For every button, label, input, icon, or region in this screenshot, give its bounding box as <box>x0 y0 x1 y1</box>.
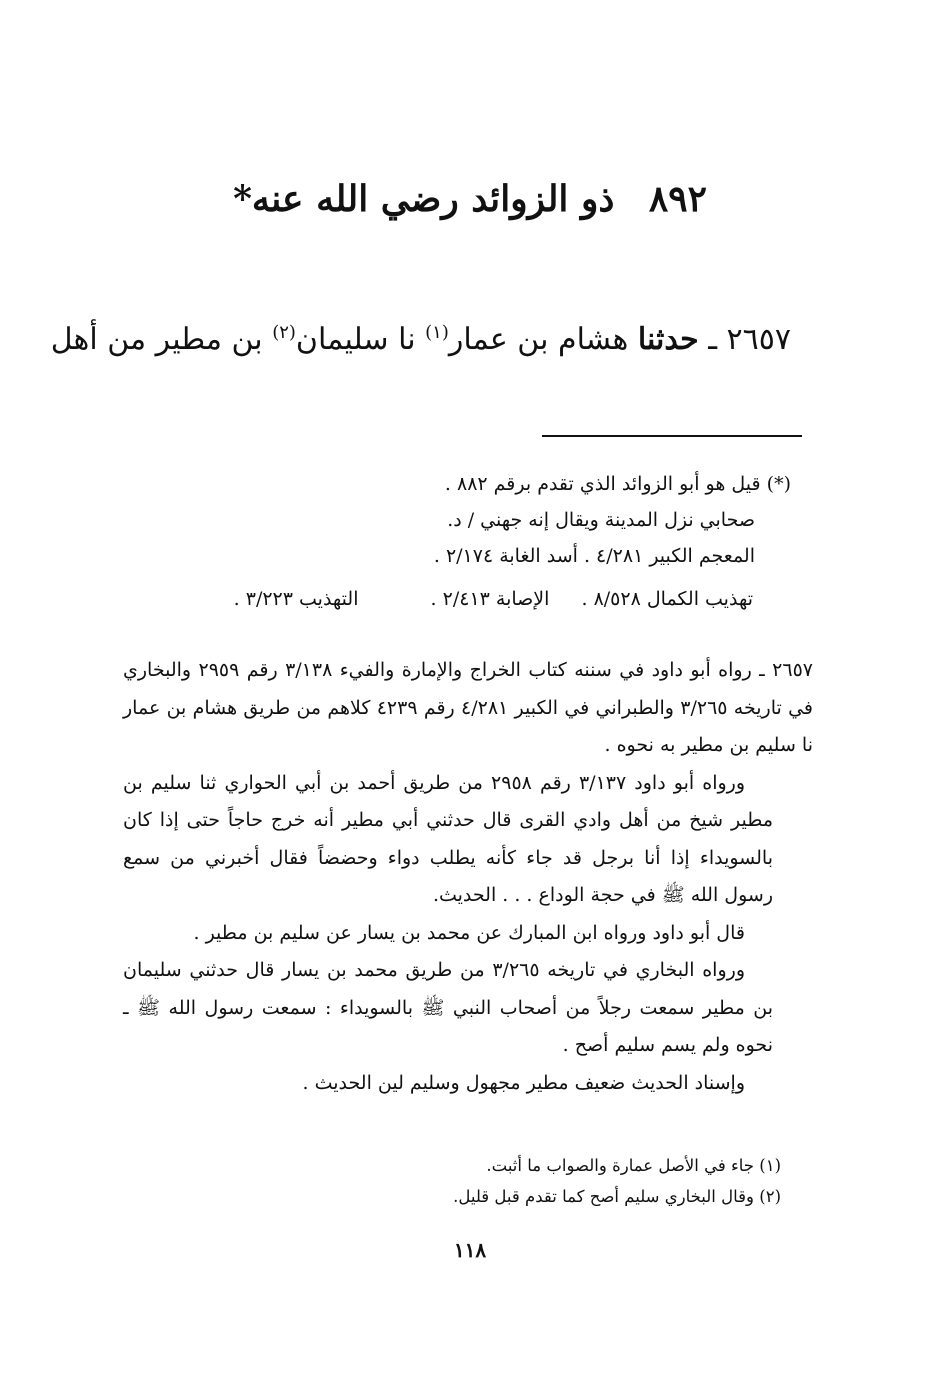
footnote-star-line-2: صحابي نزل المدينة ويقال إنه جهني / د. <box>447 509 755 531</box>
hadith-dash: ـ <box>698 322 727 357</box>
takhrij-section <box>123 652 813 1102</box>
hadith-part-3: بن مطير من أهل <box>50 322 273 357</box>
footnote-star-line-1: (*) قيل هو أبو الزوائد الذي تقدم برقم ٨٨٢ . <box>444 473 791 495</box>
footnote-1: (١) جاء في الأصل عمارة والصواب ما أثبت. <box>486 1156 781 1175</box>
isabah-ref: الإصابة ٢/٤١٣ . <box>430 588 550 610</box>
hadith-part-1: هشام بن عمار <box>448 322 638 357</box>
takhrij-paragraph-3: قال أبو داود ورواه ابن المبارك عن محمد بن يسار عن سليم بن مطير . <box>193 921 745 944</box>
page-number: ١١٨ <box>453 1238 487 1262</box>
footnotes <box>181 1150 781 1212</box>
takhrij-paragraph-1: ٢٦٥٧ ـ رواه أبو داود في سننه كتاب الخراج والإمارة والفيء ٣/١٣٨ رقم ٢٩٥٩ والبخاري في تاريخه ٣/٢٦٥ والطبراني في الكبير ٤/٢٨١ رقم ٤٢٣٩ كلاهم من طريق هشام بن عمار نا سليم بن مطير به نحوه . <box>123 659 813 756</box>
footnote-ref-2: (٢) <box>272 322 296 343</box>
hadith-number: ٢٦٥٧ <box>726 322 791 357</box>
footnote-star <box>151 466 791 574</box>
footnote-separator <box>542 435 802 437</box>
section-heading: ذو الزوائد رضي الله عنه* <box>233 178 615 220</box>
footnote-star-line-4 <box>153 588 753 610</box>
hadith-text <box>50 322 791 357</box>
takhrij-paragraph-4: ورواه البخاري في تاريخه ٣/٢٦٥ من طريق محمد بن يسار قال حدثني سليمان بن مطير سمعت رجلاً من أصحاب النبي ﷺ بالسويداء : سمعت رسول الله ﷺ ـ نحوه ولم يسم سليم أصح . <box>123 959 773 1056</box>
footnote-2: (٢) وقال البخاري سليم أصح كما تقدم قبل قليل. <box>453 1187 781 1206</box>
section-title <box>120 178 820 220</box>
footnote-ref-1: (١) <box>425 322 449 343</box>
tahdhib-kamal-ref: تهذيب الكمال ٨/٥٢٨ . <box>581 588 753 610</box>
hadith-haddathana: حدثنا <box>637 322 699 357</box>
takhrij-paragraph-2: ورواه أبو داود ٣/١٣٧ رقم ٢٩٥٨ من طريق أحمد بن أبي الحواري ثنا سليم بن مطير شيخ من أهل وادي القرى قال حدثني أبي مطير أنه خرج حاجاً حتى إذا كان بالسويداء إذا أنا برجل قد جاء كأنه يطلب دواء وحضضاً فقال أخبرني من سمع رسول الله ﷺ في حجة الوداع . . . الحديث. <box>123 771 773 906</box>
footnote-star-line-3: المعجم الكبير ٤/٢٨١ . أسد الغابة ٢/١٧٤ . <box>433 545 755 567</box>
hadith-part-2: نا سليمان <box>295 322 426 357</box>
takhrij-paragraph-5: وإسناد الحديث ضعيف مطير مجهول وسليم لين الحديث . <box>302 1071 745 1094</box>
section-number: ٨٩٢ <box>648 178 707 220</box>
tahdhib-ref: التهذيب ٣/٢٢٣ . <box>233 588 359 610</box>
